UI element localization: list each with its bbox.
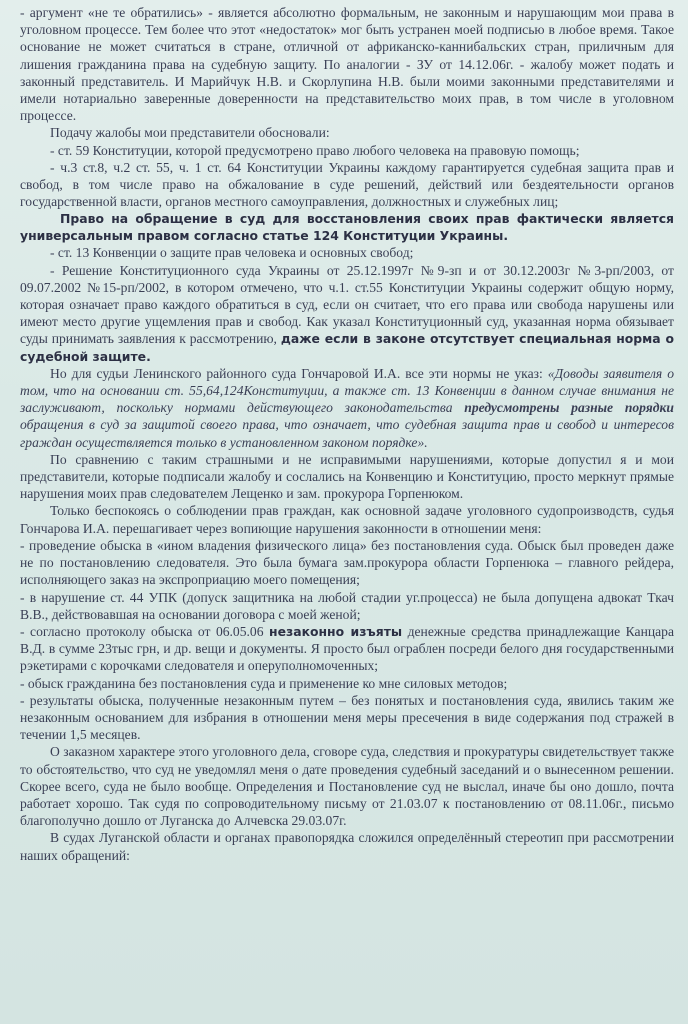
paragraph-violations-intro: Только беспокоясь о соблюдении прав граждан, как основной задаче уголовного судопроизводств, судья Гончарова И.А. перешагивает через вопиющие нарушения законности в отношении меня: — [20, 503, 674, 536]
quote-part-1: «Доводы заявителя о том, что на основании ст. 55,64,124Конституции, а также ст. 13 Конвенции в данном случае внимания не заслуживают, поскольку нормами действующего законодательства — [20, 365, 674, 416]
list-item-convention-article-13: - ст. 13 Конвенции о защите прав человека и основных свобод; — [50, 245, 414, 261]
seizure-text-2: денежные средства принадлежащие Канцара В.Д. в сумме 23тыс грн, и др. вещи и документы. Я просто был ограблен посреди белого дня государственными рэкетирами с корочками следователя и оперуполномоченных; — [20, 623, 675, 674]
judge-intro-text: Но для судьи Ленинского районного суда Гончаровой И.А. все эти нормы не указ: — [50, 365, 543, 381]
paragraph-formal-argument: - аргумент «не те обратились» - является абсолютно формальным, не законным и нарушающим мои права в уголовном процессе. Тем более что этот «недостаток» мог быть устранен моей подписью в любое время. Такое основание не может считаться в стране, отличной от африканско-каннибальских стран, приличным для лишения гражданина права на судебную защиту. По аналогии - ЗУ от 14.12.06г. - жалобу может подать и законный представитель. И Марийчук Н.В. и Скорлупина Н.В. были моими законными представителями и имели нотариально заверенные доверенности на представительство моих прав, в том числе в уголовном процессе. — [20, 5, 674, 124]
court-decision-text: - Решение Конституционного суда Украины от 25.12.1997г №9-зп и от 30.12.2003г №3-рп/2003, от 09.07.2002 №15-рп/2002, в котором отмечено, что ч.1. ст.55 Конституции Украины содержит общую норму, которая означает право каждого обратиться в суд, если он считает, что его права или свобода нарушены или имеют место другие ущемления прав и свобод. Как указал Конституционный суд, указанная норма обязывает суды принимать заявления к рассмотрению, — [20, 262, 674, 347]
paragraph-comparison: По сравнению с таким страшными и не исправимыми нарушениями, которые допустил я и мои представители, которые подписали жалобу и сослались на Конвенцию и Конституцию, просто меркнут прямые нарушения моих прав следователем Лещенко и зам. прокурора Горпенюком. — [20, 451, 674, 502]
list-item-illegal-detention: - результаты обыска, полученные незаконным путем – без понятых и постановления суда, явились таким же незаконным основанием для избрания в отношении меня меры пресечения в виде содержания под стражей в течении 1,5 месяцев. — [20, 692, 674, 743]
seizure-emphasis: незаконно изъяты — [269, 623, 403, 639]
quote-emphasis: предусмотрены разные порядки — [464, 400, 674, 416]
quote-part-2: обращения в суд за защитой своего права, что означает, что судебная защита прав и свобод и интересов граждан осуществляется только в установленном законом порядке». — [20, 417, 674, 450]
list-item-constitution-guarantees: - ч.3 ст.8, ч.2 ст. 55, ч. 1 ст. 64 Конституции Украины каждому гарантируется судебная защита прав и свобод, в том числе право на обжалование в суде решений, действий или бездеятельности органов государственной власти, органов местного самоуправления, должностных и служебных лиц; — [20, 159, 674, 210]
list-item-search-without-court: - проведение обыска в «ином владения физического лица» без постановления суда. Обыск был проведен даже не по постановлению следователя. Это была бумага зам.прокурора области Горпенюка – главного рейдера, исполняющего заказ на экспроприацию моего помещения; — [20, 537, 674, 588]
paragraph-judge-quote — [20, 365, 674, 451]
list-item-force-used: - обыск гражданина без постановления суда и применение ко мне силовых методов; — [20, 675, 508, 691]
paragraph-lugansk-courts: В судах Луганской области и органах правопорядка сложился определённый стереотип при рассмотрении наших обращений: — [20, 830, 674, 863]
court-decision-emphasis: даже если в законе отсутствует специальная норма о судебной защите. — [20, 331, 674, 364]
list-item-lawyer-not-admitted: - в нарушение ст. 44 УПК (допуск защитника на любой стадии уг.процесса) не была допущена адвокат Ткач В.В., действовавшая на основании договора с моей женой; — [20, 589, 674, 622]
list-item-constitutional-court-decision — [20, 262, 674, 365]
seizure-text-1: - согласно протоколу обыска от 06.05.06 — [20, 623, 264, 639]
paragraph-representatives-grounds: Подачу жалобы мои представители обосновали: — [50, 125, 330, 141]
bold-statement-article-124: Право на обращение в суд для восстановления своих прав фактически является универсальным правом согласно статье 124 Конституции Украины. — [20, 211, 674, 244]
list-item-illegal-seizure — [20, 623, 674, 675]
paragraph-custom-case: О заказном характере этого уголовного дела, сговоре суда, следствия и прокуратуры свидетельствует также то обстоятельство, что суд не уведомлял меня о дате проведения судебный заседаний и о вынесенном решении. Скорее всего, суда не было вообще. Определения и Постановление суд не выслал, иначе бы оно дошло, почта работает хорошо. Так судя по сопроводительному письму от 21.03.07 к постановлению от 08.11.06г., письмо благополучно дошло от Луганска до Алчевска 29.03.07г. — [20, 744, 674, 829]
list-item-article-59: - ст. 59 Конституции, которой предусмотрено право любого человека на правовую помощь; — [50, 142, 580, 158]
